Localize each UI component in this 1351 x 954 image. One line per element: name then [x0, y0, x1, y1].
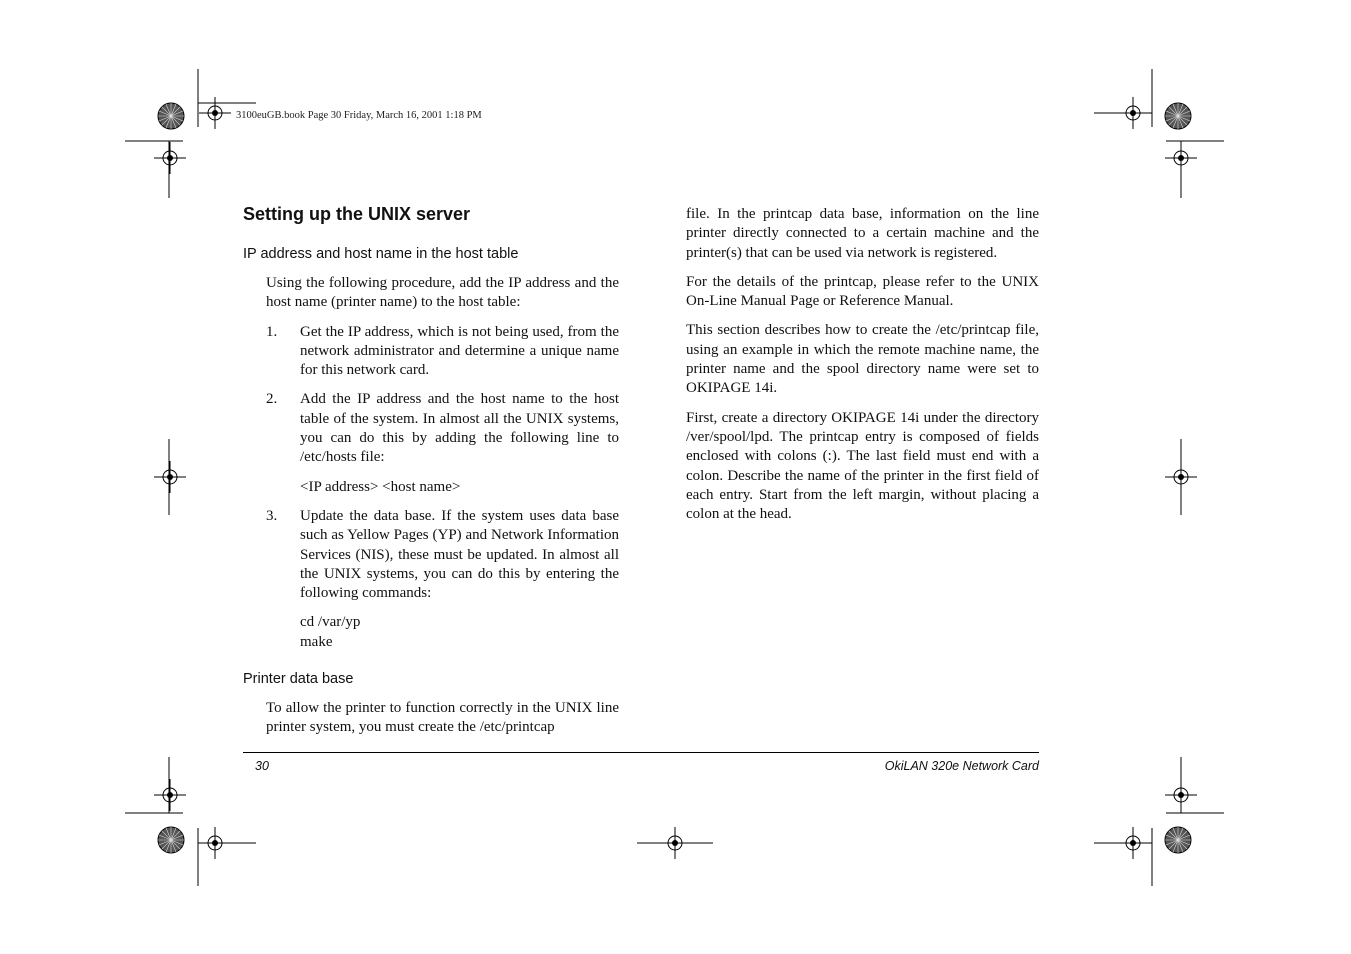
left-column	[243, 202, 619, 738]
list-number: 1.	[266, 323, 278, 340]
running-footer-title: OkiLAN 320e Network Card	[884, 759, 1039, 773]
list-text: Add the IP address and the host name to the host table of the system. In almost all the UNIX systems, you can do this by adding the following line to /etc/hosts file:	[300, 391, 619, 466]
list-number: 3.	[266, 507, 278, 524]
book-slug: 3100euGB.book Page 30 Friday, March 16, 2001 1:18 PM	[236, 110, 482, 121]
list-number: 2.	[266, 391, 278, 408]
printcap-paragraph-2: For the details of the printcap, please refer to the UNIX On-Line Manual Page or Reference Manual.	[686, 273, 1039, 310]
section-title: Setting up the UNIX server	[243, 204, 471, 224]
list-item	[266, 507, 619, 603]
command-make: make	[300, 633, 333, 650]
page-number: 30	[255, 759, 269, 773]
hosts-file-line: <IP address> <host name>	[300, 478, 461, 495]
star-target-icon	[158, 827, 184, 853]
printer-db-intro: To allow the printer to function correctly in the UNIX line printer system, you must create the /etc/printcap	[266, 700, 619, 736]
star-target-icon	[158, 103, 184, 129]
list-item	[266, 323, 619, 381]
list-item	[266, 390, 619, 467]
list-text: Get the IP address, which is not being used, from the network administrator and determine a unique name for this network card.	[300, 323, 619, 379]
footer-rule	[243, 752, 1039, 753]
star-target-icon	[1165, 827, 1191, 853]
star-target-icon	[1165, 103, 1191, 129]
command-cd: cd /var/yp	[300, 614, 361, 631]
printcap-paragraph-4: First, create a directory OKIPAGE 14i under the directory /ver/spool/lpd. The printcap entry is composed of fields enclosed with colons (:). The last field must end with a colon. Describe the name of the printer in the first field of each entry. Start from the left margin, without placing a colon at the head.	[686, 409, 1039, 523]
right-column	[686, 205, 1039, 534]
subsection-title-printer-db: Printer data base	[243, 671, 354, 688]
printcap-paragraph-3: This section describes how to create the /etc/printcap file, using an example in which the remote machine name, the printer name and the spool directory name were set to OKIPAGE 14i.	[686, 322, 1039, 397]
host-table-intro: Using the following procedure, add the IP address and the host name (printer name) to the host table:	[266, 275, 619, 311]
printcap-paragraph-1: file. In the printcap data base, information on the line printer directly connected to a certain machine and the printer(s) that can be used via network is registered.	[686, 206, 1039, 261]
subsection-title-host-table: IP address and host name in the host table	[243, 246, 519, 262]
list-text: Update the data base. If the system uses data base such as Yellow Pages (YP) and Network Information Services (NIS), these must be updated. In almost all the UNIX systems, you can do this by entering the following commands:	[300, 507, 619, 602]
